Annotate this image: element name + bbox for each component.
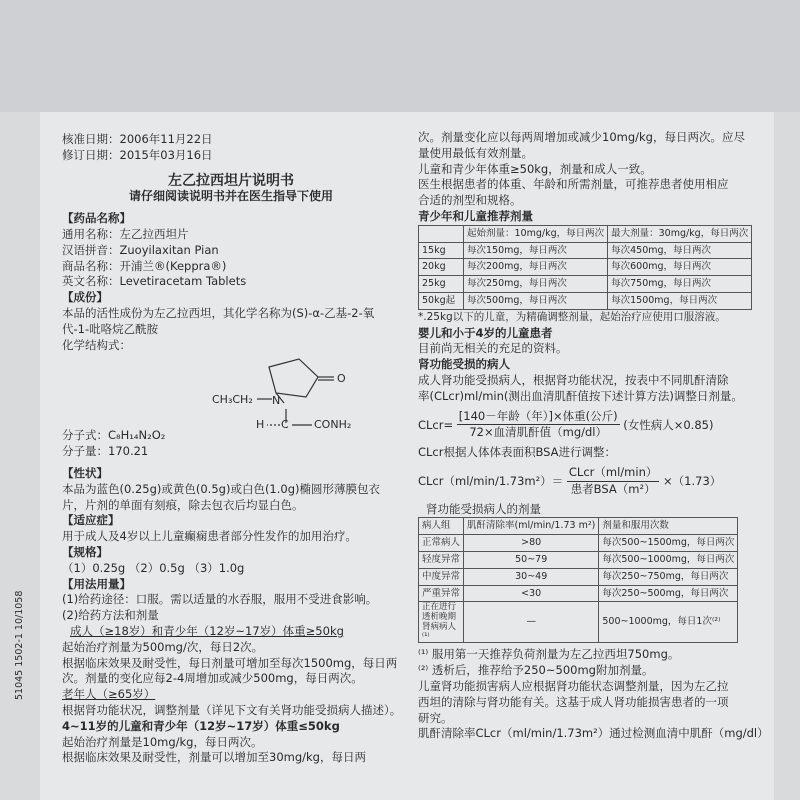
left-column [62,132,400,766]
bsa-formula [418,465,770,498]
formula-denominator: 72×血清肌酐值（mg/dl） [469,425,607,440]
usage-child-increase: 根据临床效果及耐受性，剂量可以增加至30mg/kg，每日两 [62,750,366,765]
child-renal-text2: 西坦的清除与肾功能有关。这基于成人肾功能损害患者的一项 [418,694,729,709]
molecular-formula: 分子式：C₈H₁₄N₂O₂ [62,428,166,443]
properties-line1: 本品为蓝色(0.25g)或黄色(0.5g)或白色(1.0g)椭圆形薄膜包衣 [62,481,380,496]
child-over-50kg: 儿童和青少年体重≥50kg，剂量和成人一致。 [418,161,652,176]
table-row [419,225,752,242]
spec-heading: 【规格】 [62,544,108,559]
table-row [419,518,738,535]
formula-lhs: CLcr= [418,417,454,432]
table-cell: 每次600mg，每日两次 [608,259,752,276]
table-cell: 每次250mg，每日两次 [464,276,608,293]
table-cell: 每次500~1500mg，每日两次 [599,535,738,552]
footnote-1: ⁽¹⁾ 服用第一天推荐负荷剂量为左乙拉西坦750mg。 [418,647,680,662]
structure-oxygen: O [337,372,346,386]
table-cell: 肌酐清除率(ml/min/1.73 m²) [464,518,599,535]
molecular-weight: 分子量：170.21 [62,444,149,459]
table-cell: 每次500mg，每日两次 [464,292,608,309]
table-cell: 每次250~750mg，每日两次 [599,568,738,585]
usage-child-heading: 4~11岁的儿童和青少年（12岁~17岁）体重≤50kg [62,718,340,733]
renal-dose-table [418,517,738,643]
table-cell: 15kg [419,242,464,259]
table-row [419,242,752,259]
table-cell [419,225,464,242]
renal-heading: 肾功能受损的病人 [418,357,510,372]
table-cell: 正常病人 [419,535,464,552]
composition-line2: 代-1-吡咯烷乙酰胺 [62,321,159,336]
table-cell: 50~79 [464,551,599,568]
generic-name: 通用名称：左乙拉西坦片 [62,226,189,241]
table-cell: 剂量和服用次数 [599,518,738,535]
table-cell: 严重异常 [419,585,464,602]
bsa-formula-numerator: CLcr（ml/min） [567,465,659,482]
pediatric-dose-table [418,225,752,310]
table-cell: 每次450mg，每日两次 [608,242,752,259]
table-row [419,551,738,568]
bsa-formula-denominator: 患者BSA（m²） [570,481,656,496]
table-cell: 50kg起 [419,292,464,309]
structure-label: 化学结构式： [62,337,131,352]
usage-heading: 【用法用量】 [62,576,131,591]
under-25kg-note: *.25kg以下的儿童，为精确调整剂量，起始治疗应使用口服溶液。 [418,310,726,323]
formula-numerator: [140－年龄（年）]×体重(公斤) [457,409,620,426]
properties-line2: 片，片剂的单面有刻痕，除去包衣后均显白色。 [62,497,304,512]
child-dose-cont1: 次。剂量变化应以每两周增加或减少10mg/kg，每日两次。应尽 [418,130,745,144]
table-cell: 每次1500mg，每日两次 [608,292,752,309]
doctor-note1: 医生根据患者的体重、年龄和所需剂量，可推荐患者使用相应 [418,177,729,192]
table-cell: 30~49 [464,568,599,585]
composition-line1: 本品的活性成份为左乙拉西坦，其化学名称为(S)-α-乙基-2-氧 [62,305,375,320]
bsa-formula-lhs: CLcr（ml/min/1.73m²）＝ [418,473,564,488]
renal-text1: 成人肾功能受损病人，根据肾功能状况，按表中不同肌酐清除 [418,372,729,387]
infant-text: 目前尚无相关的充足的资料。 [418,341,568,356]
chemical-structure [62,353,400,432]
table-cell: 每次200mg，每日两次 [464,259,608,276]
clcr-formula [418,409,770,442]
structure-nitrogen: N [272,394,281,408]
table-cell: 起始剂量：10mg/kg，每日两次 [464,225,608,242]
table-cell: — [464,602,599,643]
formula-female-note: (女性病人×0.85) [623,417,714,432]
structure-ethyl: CH₃CH₂ [212,393,253,407]
child-renal-text3: 研究。 [418,710,453,725]
table-cell: 500~1000mg，每日1次⁽²⁾ [599,602,738,643]
renal-table-title: 肾功能受损病人的剂量 [426,501,541,516]
properties-heading: 【性状】 [62,465,108,480]
infant-heading: 婴儿和小于4岁的儿童患者 [418,325,553,340]
pinyin-name: 汉语拼音：Zuoyilaxitan Pian [62,242,219,257]
trade-name: 商品名称：开浦兰®(Keppra®) [62,258,227,273]
side-code: 51045 1502-1 10/1058 [14,590,25,700]
spec-line1: （1）0.25g （2）0.5g （3）1.0g [62,560,245,575]
background-top [0,0,800,112]
table-row [419,585,738,602]
table-cell: 正在进行透析晚期肾病病人⁽¹⁾ [419,602,464,643]
right-column [418,130,770,742]
usage-elderly-heading: 老年人（≥65岁） [62,687,156,702]
table-cell: 最大剂量：30mg/kg，每日两次 [608,225,752,242]
table-cell: 轻度异常 [419,551,464,568]
revise-date: 修订日期：2015年03月16日 [62,147,213,162]
table-cell: 25kg [419,276,464,293]
usage-child-start: 起始治疗剂量是10mg/kg，每日两次。 [62,734,263,749]
pediatric-table-title: 青少年和儿童推荐剂量 [418,208,533,223]
child-renal-text1: 儿童肾功能损害病人应根据肾功能状态调整剂量，因为左乙拉 [418,678,729,693]
table-cell: 20kg [419,259,464,276]
table-cell: 每次250~500mg，每日两次 [599,585,738,602]
table-row [419,568,738,585]
approve-date: 核准日期：2006年11月22日 [62,132,213,146]
drug-name-heading: 【药品名称】 [62,211,131,226]
doctor-note2: 合适的剂型和规格。 [418,193,522,208]
usage-elderly-text: 根据肾功能状况，调整剂量（详见下文有关肾功能受损病人描述）。 [62,702,402,717]
table-cell: 病人组 [419,518,464,535]
table-cell: 每次500~1000mg，每日两次 [599,551,738,568]
table-cell: >80 [464,535,599,552]
structure-amide: CONH₂ [314,418,352,432]
creatinine-clearance-text: 肌酐清除率CLcr（ml/min/1.73m²）通过检测血清中肌酐（mg/dl） [418,726,769,741]
formula-fraction [457,409,620,442]
composition-heading: 【成份】 [62,290,108,305]
table-row [419,276,752,293]
footnote-2: ⁽²⁾ 透析后，推荐给予250~500mg附加剂量。 [418,663,654,678]
usage-adult-heading: 成人（≥18岁）和青少年（12岁~17岁）体重≥50kg [70,623,344,638]
table-row [419,292,752,309]
table-cell: 中度异常 [419,568,464,585]
usage-adult-change: 次。剂量的变化应每2-4周增加或减少500mg，每日两次。 [62,671,363,686]
table-cell: <30 [464,585,599,602]
usage-method: (2)给药方法和剂量 [62,608,159,623]
indication-line1: 用于成人及4岁以上儿童癫痫患者部分性发作的加用治疗。 [62,529,357,544]
bsa-intro: CLcr根据人体体表面积BSA进行调整： [418,445,617,460]
table-row [419,259,752,276]
bsa-formula-fraction [567,465,659,498]
table-row [419,535,738,552]
doc-subtitle: 请仔细阅读说明书并在医生指导下使用 [128,189,333,204]
doc-title: 左乙拉西坦片说明书 [168,172,294,189]
usage-adult-start: 起始治疗剂量为500mg/次，每日2次。 [62,639,264,654]
table-row [419,602,738,643]
structure-carbon: C [281,418,289,432]
child-dose-cont2: 量使用最低有效剂量。 [418,145,533,160]
table-cell: 每次750mg，每日两次 [608,276,752,293]
indication-heading: 【适应症】 [62,513,120,528]
renal-text2: 率(CLcr)ml/min(测出血清肌酐值按下述计算方法)调整日剂量。 [418,388,743,403]
usage-adult-increase: 根据临床效果及耐受性，每日剂量可增加至每次1500mg，每日两 [62,655,398,670]
structure-hydrogen: H [256,418,265,432]
usage-route: (1)给药途径：口服。需以适量的水吞服，服用不受进食影响。 [62,592,378,607]
english-name: 英文名称：Levetiracetam Tablets [62,274,247,289]
table-cell: 每次150mg，每日两次 [464,242,608,259]
bsa-formula-rhs: ×（1.73） [663,473,722,488]
